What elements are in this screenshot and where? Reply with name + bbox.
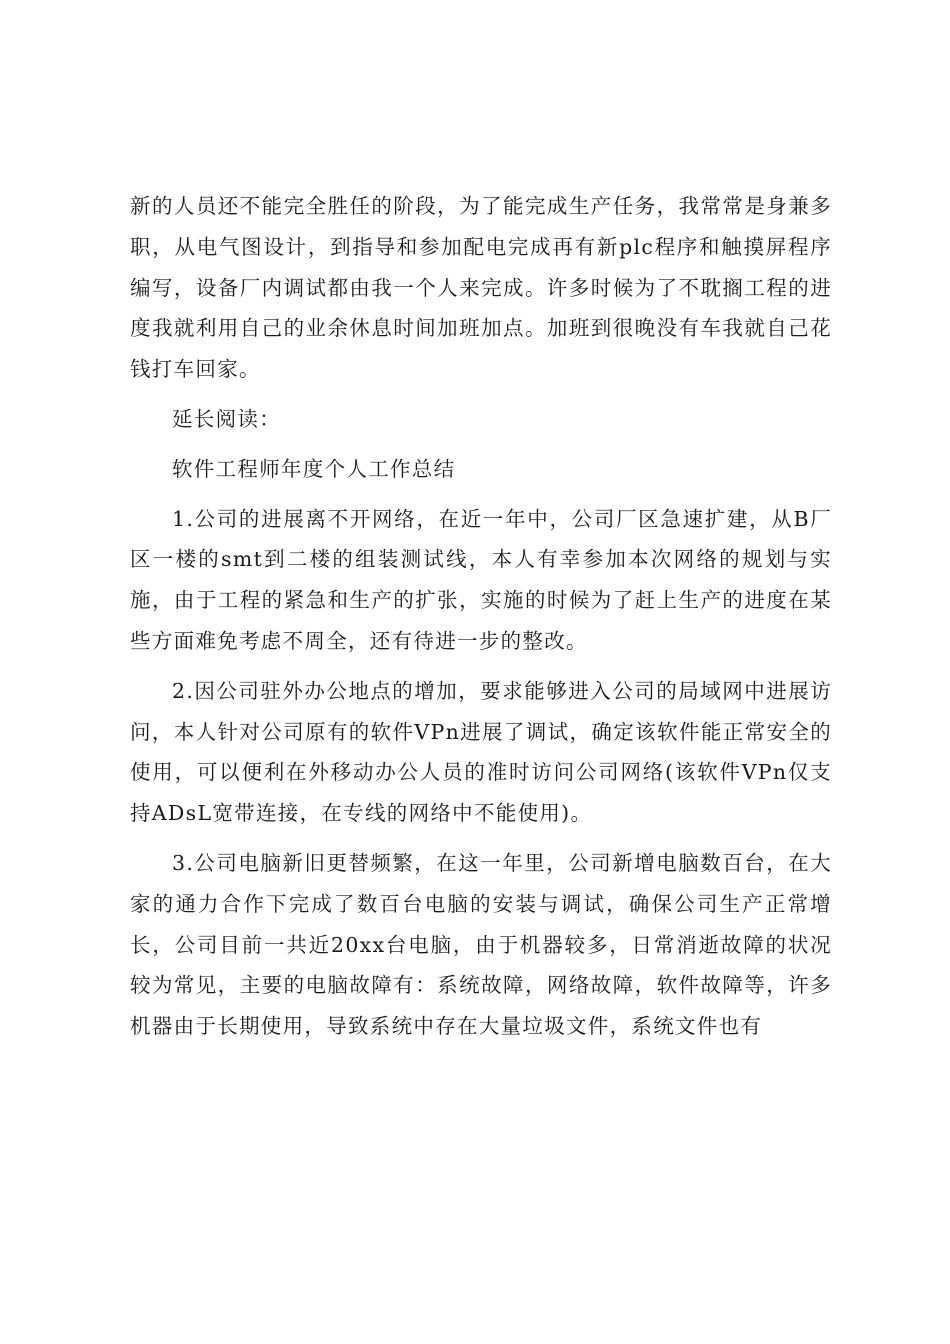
document-body	[130, 186, 832, 1047]
paragraph-item-3: 3.公司电脑新旧更替频繁，在这一年里，公司新增电脑数百台，在大家的通力合作下完成了数百台电脑的安装与调试，确保公司生产正常增长，公司目前一共近20xx台电脑，由于机器较多，日常消逝故障的状况较为常见，主要的电脑故障有：系统故障，网络故障，软件故障等，许多机器由于长期使用，导致系统中存在大量垃圾文件，系统文件也有	[130, 850, 832, 1039]
paragraph-item-2: 2.因公司驻外办公地点的增加，要求能够进入公司的局域网中进展访问，本人针对公司原有的软件VPn进展了调试，确定该软件能正常安全的使用，可以便利在外移动办公人员的准时访问公司网络(该软件VPn仅支持ADsL宽带连接，在专线的网络中不能使用)。	[130, 678, 832, 826]
paragraph-section-title: 软件工程师年度个人工作总结	[172, 456, 456, 481]
paragraph-item-1: 1.公司的进展离不开网络，在近一年中，公司厂区急速扩建，从B厂区一楼的smt到二楼的组装测试线，本人有幸参加本次网络的规划与实施，由于工程的紧急和生产的扩张，实施的时候为了赶上生产的进度在某些方面难免考虑不周全，还有待进一步的整改。	[130, 506, 832, 653]
paragraph-extended-reading: 延长阅读：	[172, 406, 281, 431]
paragraph-continuation: 新的人员还不能完全胜任的阶段，为了能完成生产任务，我常常是身兼多职，从电气图设计，到指导和参加配电完成再有新plc程序和触摸屏程序编写，设备厂内调试都由我一个人来完成。许多时候为了不耽搁工程的进度我就利用自己的业余休息时间加班加点。加班到很晚没有车我就自己花钱打车回家。	[130, 194, 832, 382]
